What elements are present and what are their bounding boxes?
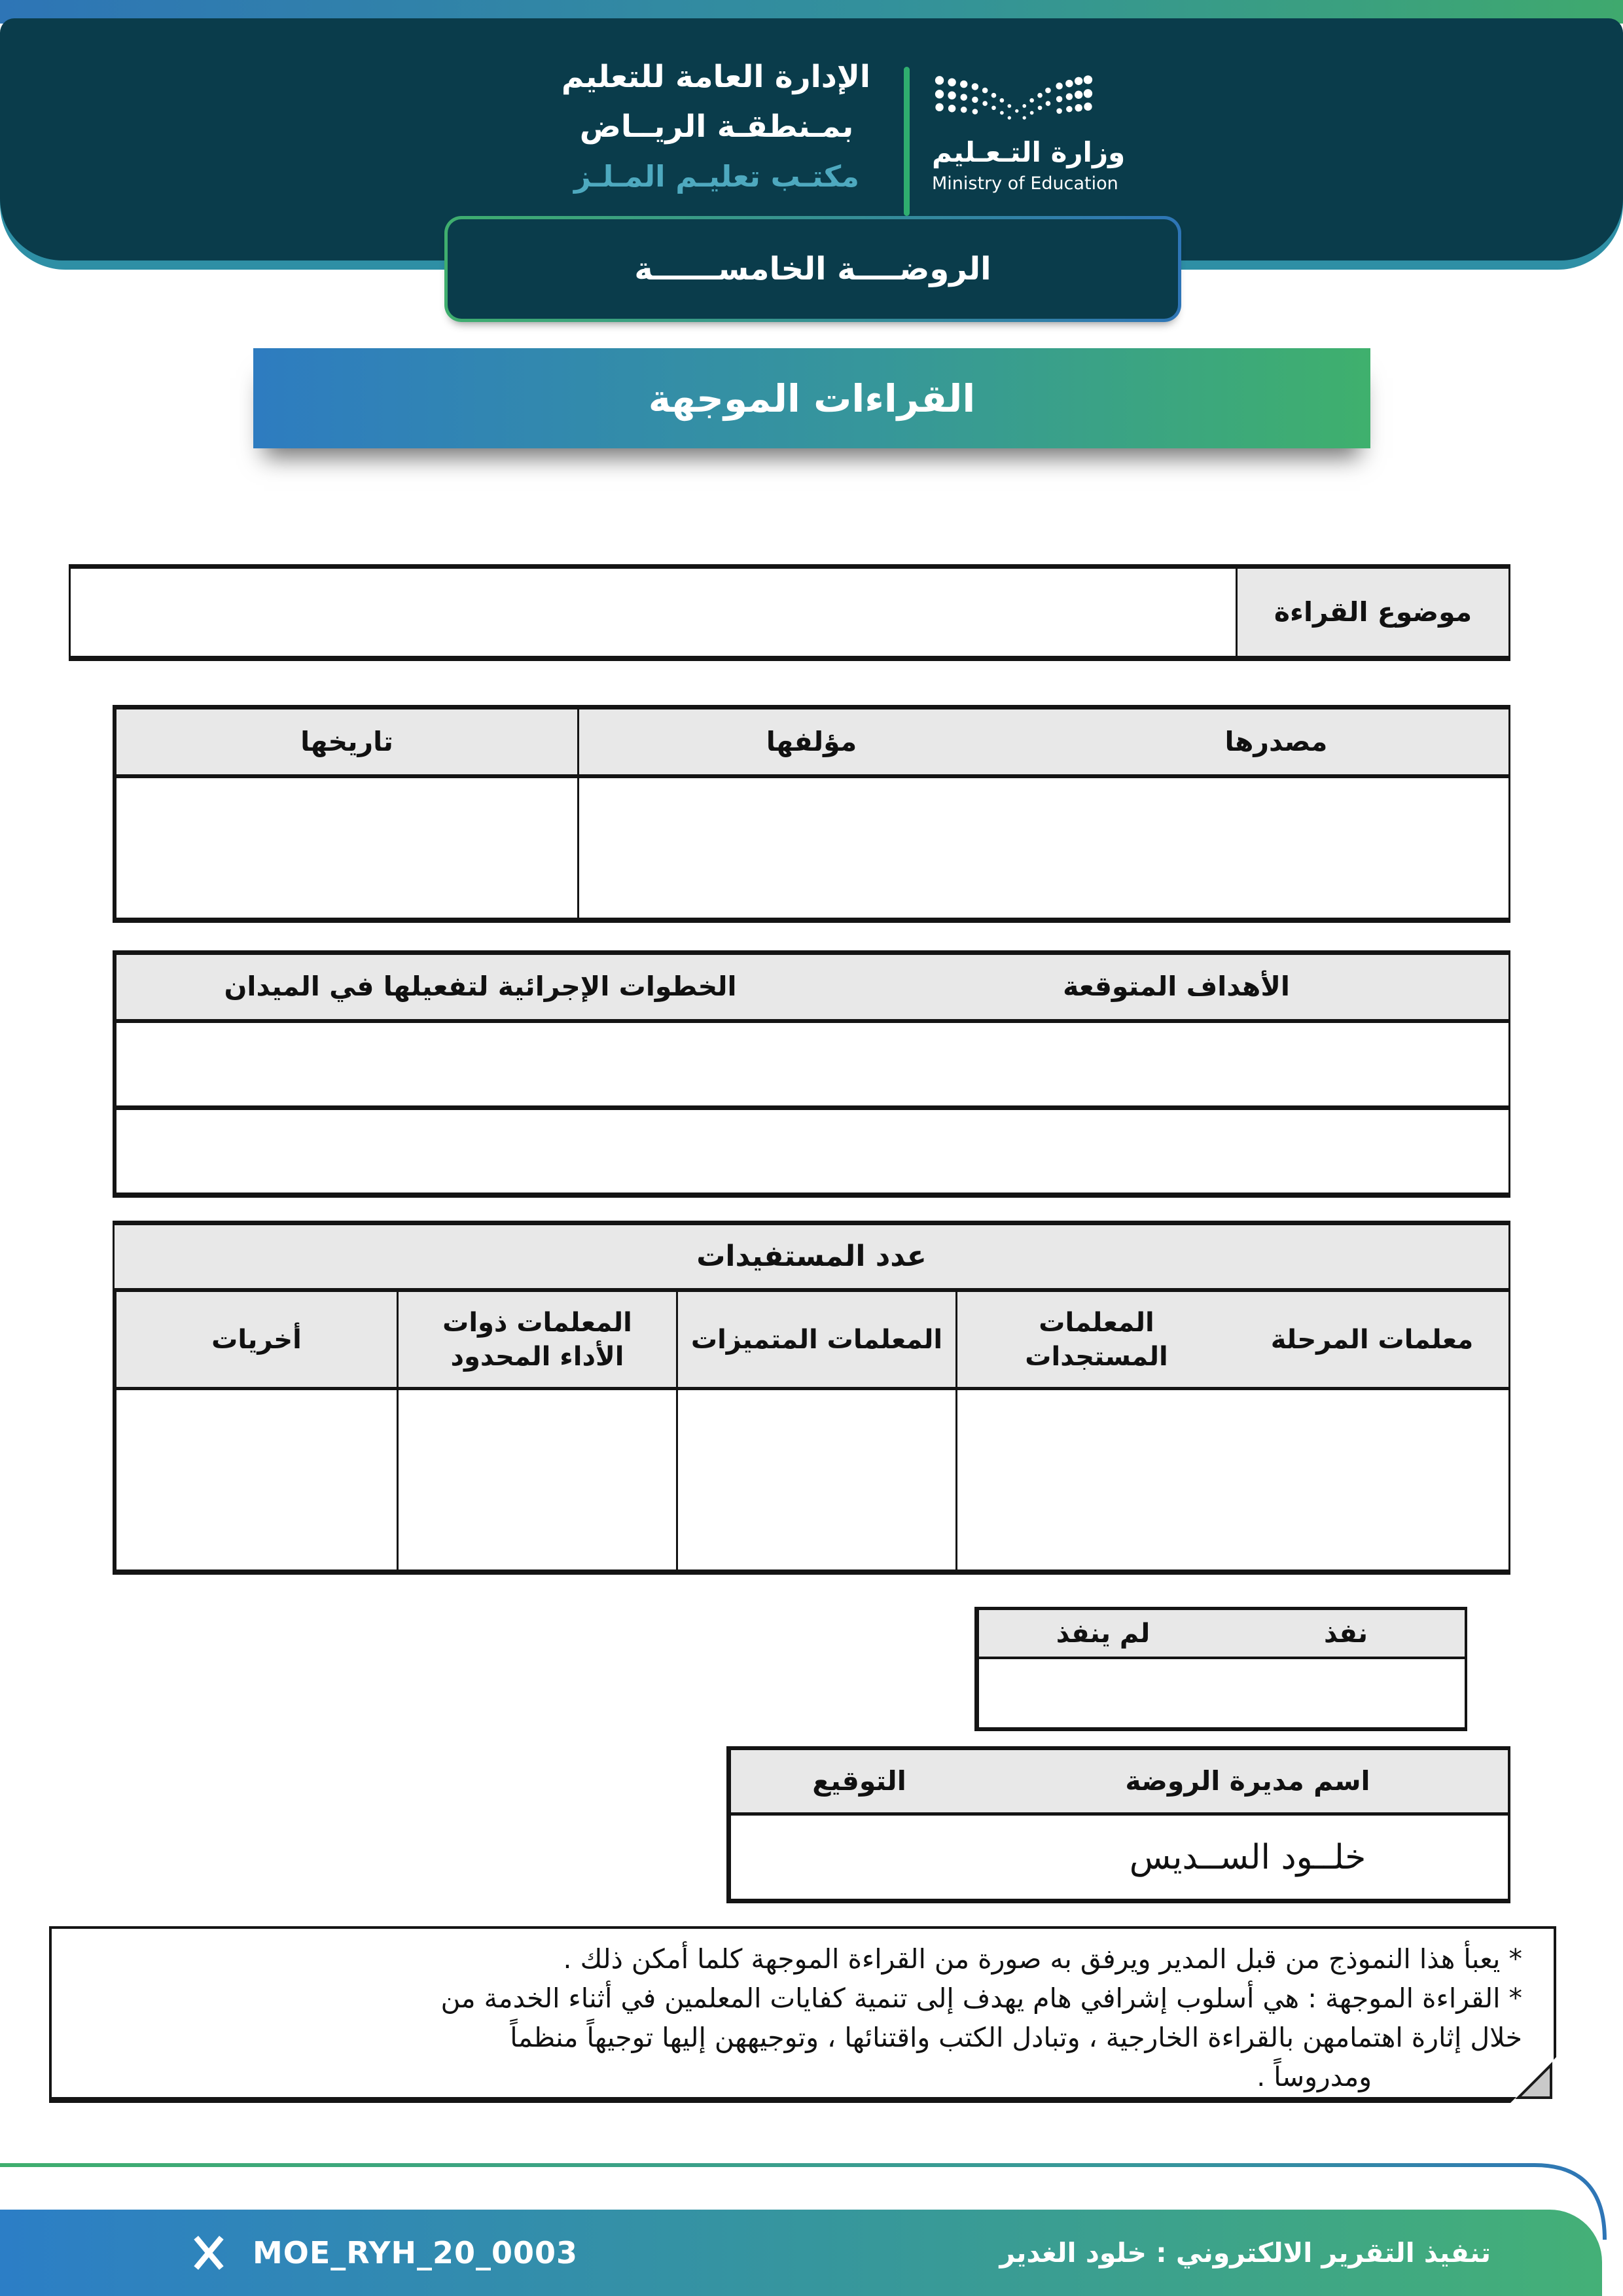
goal-value-field[interactable] bbox=[844, 1023, 1508, 1105]
goals-row-1 bbox=[115, 1023, 1508, 1110]
principal-name-header-cell bbox=[988, 1750, 1508, 1812]
org-admin-line2: بمـنطقـة الريــاض bbox=[579, 109, 854, 145]
author-header-label: مؤلفها bbox=[766, 725, 857, 757]
signature-data-row bbox=[729, 1816, 1508, 1899]
signature-header-row bbox=[729, 1750, 1508, 1816]
executed-value-field[interactable] bbox=[1227, 1659, 1465, 1727]
footer-account-code: MOE_RYH_20_0003 bbox=[253, 2235, 579, 2270]
goals-row-2 bbox=[115, 1110, 1508, 1193]
ministry-name-english: Ministry of Education bbox=[932, 173, 1118, 194]
others-label: أخريات bbox=[211, 1324, 302, 1355]
procedural-steps-header-cell bbox=[115, 955, 844, 1019]
not-executed-label: لم ينفذ bbox=[1056, 1618, 1150, 1649]
subject-label: موضوع القراءة bbox=[1274, 596, 1472, 628]
limited-performance-teachers-value-field[interactable] bbox=[397, 1390, 676, 1570]
header-divider bbox=[904, 67, 910, 216]
subject-label-cell bbox=[1236, 569, 1508, 656]
school-banner bbox=[444, 216, 1181, 322]
step-value-field[interactable] bbox=[115, 1110, 844, 1193]
notes-box bbox=[49, 1926, 1556, 2103]
step-value-field[interactable] bbox=[115, 1023, 844, 1105]
beneficiaries-title-cell bbox=[115, 1225, 1508, 1292]
org-office-line: مكتـب تعليـم المـلـز bbox=[573, 159, 860, 194]
new-teachers-header-cell bbox=[955, 1292, 1236, 1387]
limited-performance-teachers-header-cell bbox=[397, 1292, 676, 1387]
source-header-cell bbox=[1044, 709, 1508, 774]
note-line: خلال إثارة اهتمامهن بالقراءة الخارجية ، وتبادل الكتب واقتنائها ، وتوجيههن إليها توجيهاً منظماً bbox=[510, 2022, 1522, 2053]
folded-corner-icon bbox=[1510, 2057, 1556, 2103]
source-header-label: مصدرها bbox=[1224, 725, 1328, 757]
author-header-cell bbox=[577, 709, 1044, 774]
not-executed-header-cell bbox=[977, 1610, 1227, 1657]
new-teachers-label: المعلمات المستجدات bbox=[1025, 1307, 1168, 1372]
distinguished-teachers-value-field[interactable] bbox=[676, 1390, 955, 1570]
beneficiaries-data-row bbox=[115, 1390, 1508, 1570]
beneficiaries-title: عدد المستفيدات bbox=[696, 1240, 927, 1274]
author-value-field[interactable] bbox=[577, 778, 1044, 918]
ministry-name-arabic: وزارة التـعـليم bbox=[932, 136, 1126, 168]
execution-header-row bbox=[977, 1610, 1465, 1659]
others-header-cell bbox=[115, 1292, 397, 1387]
expected-goals-header-cell bbox=[844, 955, 1508, 1019]
date-value-field[interactable] bbox=[115, 778, 577, 918]
limited-performance-teachers-label: المعلمات ذوات الأداء المحدود bbox=[442, 1307, 632, 1372]
note-line: * يعبأ هذا النموذج من قبل المدير ويرفق به صورة من القراءة الموجهة كلما أمكن ذلك . bbox=[563, 1943, 1522, 1975]
org-admin-line1: الإدارة العامة للتعليم bbox=[561, 59, 870, 95]
x-logo-icon bbox=[190, 2234, 228, 2272]
distinguished-teachers-label: المعلمات المتميزات bbox=[690, 1324, 943, 1355]
principal-name-text: خلــود الســديس bbox=[1129, 1837, 1366, 1877]
footer-left-group bbox=[190, 2234, 578, 2272]
beneficiaries-header-row bbox=[115, 1292, 1508, 1390]
goal-value-field[interactable] bbox=[844, 1110, 1508, 1193]
footer-credit-text: تنفيذ التقرير الالكتروني : خلود الغدير bbox=[999, 2237, 1491, 2269]
source-table-data-row bbox=[115, 778, 1508, 918]
not-executed-value-field[interactable] bbox=[977, 1659, 1227, 1727]
subject-table bbox=[69, 564, 1510, 661]
source-value-field[interactable] bbox=[1044, 778, 1508, 918]
school-banner-text: الروضــــة الخامســــــة bbox=[634, 251, 991, 287]
executed-header-cell bbox=[1227, 1610, 1465, 1657]
principal-name-label: اسم مديرة الروضة bbox=[1125, 1765, 1370, 1797]
ministry-logo-dots-icon bbox=[933, 71, 1094, 126]
stage-teachers-value-field[interactable] bbox=[1236, 1390, 1508, 1570]
org-text-block bbox=[563, 52, 870, 202]
execution-data-row bbox=[977, 1659, 1465, 1727]
principal-name-value bbox=[988, 1816, 1508, 1899]
stage-teachers-header-cell bbox=[1236, 1292, 1508, 1387]
beneficiaries-table bbox=[113, 1221, 1510, 1575]
distinguished-teachers-header-cell bbox=[676, 1292, 955, 1387]
stage-teachers-label: معلمات المرحلة bbox=[1270, 1324, 1474, 1355]
signature-table bbox=[726, 1746, 1510, 1903]
execution-table bbox=[974, 1607, 1467, 1731]
footer-bar bbox=[0, 2210, 1602, 2296]
signature-value-field[interactable] bbox=[729, 1816, 988, 1899]
goals-table-header-row bbox=[115, 955, 1508, 1023]
page-title-bar bbox=[253, 348, 1370, 448]
procedural-steps-label: الخطوات الإجرائية لتفعيلها في الميدان bbox=[224, 971, 737, 1003]
others-value-field[interactable] bbox=[115, 1390, 397, 1570]
subject-value-field[interactable] bbox=[71, 569, 1236, 656]
signature-header-cell bbox=[729, 1750, 988, 1812]
note-line: ومدروساً . bbox=[1257, 2061, 1372, 2092]
ministry-logo bbox=[932, 71, 1126, 194]
new-teachers-value-field[interactable] bbox=[955, 1390, 1236, 1570]
executed-label: نفذ bbox=[1324, 1618, 1368, 1649]
expected-goals-label: الأهداف المتوقعة bbox=[1063, 971, 1290, 1003]
date-header-cell bbox=[115, 709, 577, 774]
note-line: * القراءة الموجهة : هي أسلوب إشرافي هام يهدف إلى تنمية كفايات المعلمين في أثناء الخدمة من bbox=[440, 1982, 1522, 2014]
source-table bbox=[113, 705, 1510, 923]
signature-label: التوقيع bbox=[812, 1765, 906, 1797]
date-header-label: تاريخها bbox=[300, 725, 393, 757]
page-title: القراءات الموجهة bbox=[648, 376, 976, 421]
goals-table bbox=[113, 950, 1510, 1198]
source-table-header-row bbox=[115, 709, 1508, 778]
